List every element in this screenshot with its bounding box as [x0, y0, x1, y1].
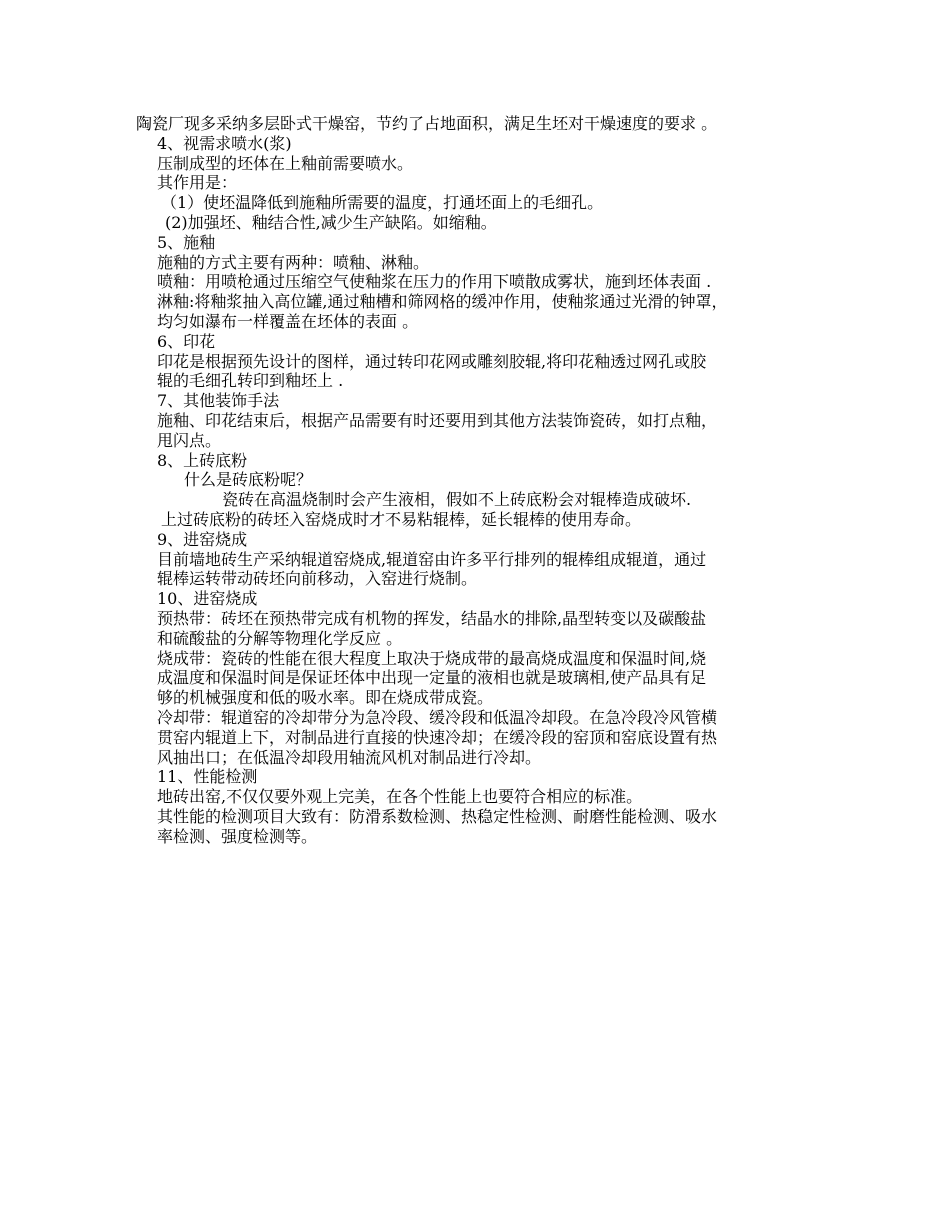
paragraph-line: 成温度和保温时间是保证坯体中出现一定量的液相也就是玻璃相,使产品具有足: [157, 668, 707, 688]
list-item: (2)加强坯、釉结合性,减少生产缺陷。如缩釉。: [165, 212, 497, 232]
answer-line: 瓷砖在高温烧制时会产生液相，假如不上砖底粉会对辊棒造成破坏.: [222, 490, 692, 510]
paragraph-line: 目前墙地砖生产采纳辊道窑烧成,辊道窑由许多平行排列的辊棒组成辊道，通过: [157, 549, 707, 569]
paragraph-line: 预热带：砖坯在预热带完成有机物的挥发，结晶水的排除,晶型转变以及碳酸盐: [157, 608, 707, 628]
paragraph-line: 风抽出口；在低温冷却段用轴流风机对制品进行冷却。: [157, 747, 542, 767]
paragraph-line: 均匀如瀑布一样覆盖在坯体的表面 。: [157, 311, 419, 331]
paragraph-line: 辊棒运转带动砖坯向前移动，入窑进行烧制。: [157, 569, 478, 589]
paragraph-line: 贯窑内辊道上下，对制品进行直接的快速冷却；在缓冷段的窑顶和窑底设置有热: [157, 727, 718, 747]
paragraph-line: 喷釉：用喷枪通过压缩空气使釉浆在压力的作用下喷散成雾状，施到坯体表面 .: [157, 272, 712, 292]
paragraph-line: 施釉的方式主要有两种：喷釉、淋釉。: [157, 252, 430, 272]
paragraph-line: 率检测、强度检测等。: [157, 826, 318, 846]
question-line: 什么是砖底粉呢？: [184, 470, 313, 490]
paragraph-line: 和硫酸盐的分解等物理化学反应 。: [157, 628, 403, 648]
heading-glazing: 5、施釉: [157, 232, 216, 252]
heading-printing: 6、印花: [157, 331, 216, 351]
paragraph-line: 甩闪点。: [157, 430, 222, 450]
paragraph-line: 印花是根据预先设计的图样，通过转印花网或雕刻胶辊,将印花釉透过网孔或胶: [157, 351, 707, 371]
paragraph-line: 够的机械强度和低的吸水率。即在烧成带成瓷。: [157, 688, 494, 708]
paragraph-line: 辊的毛细孔转印到釉坯上 .: [157, 371, 344, 391]
heading-kiln-firing: 9、进窑烧成: [157, 529, 248, 549]
paragraph-dryer: 陶瓷厂现多采纳多层卧式干燥窑，节约了占地面积，满足生坯对干燥速度的要求 。: [136, 114, 718, 133]
heading-performance-test: 11、性能检测: [157, 767, 258, 787]
paragraph-line: 施釉、印花结束后，根据产品需要有时还要用到其他方法装饰瓷砖，如打点釉，: [157, 410, 718, 430]
heading-bottom-powder: 8、上砖底粉: [157, 450, 248, 470]
paragraph-line: 其性能的检测项目大致有：防滑系数检测、热稳定性检测、耐磨性能检测、吸水: [157, 806, 718, 826]
paragraph-line: 上过砖底粉的砖坯入窑烧成时才不易粘辊棒，延长辊棒的使用寿命。: [161, 509, 642, 529]
heading-spray-water: 4、视需求喷水(浆): [157, 133, 292, 153]
paragraph-line: 烧成带：瓷砖的性能在很大程度上取决于烧成带的最高烧成温度和保温时间,烧: [157, 648, 707, 668]
paragraph-line: 冷却带：辊道窑的冷却带分为急冷段、缓冷段和低温冷却段。在急冷段冷风管横: [157, 707, 718, 727]
heading-kiln-firing-2: 10、进窑烧成: [157, 589, 258, 609]
heading-other-decoration: 7、其他装饰手法: [157, 391, 280, 411]
paragraph-line: 地砖出窑,不仅仅要外观上完美，在各个性能上也要符合相应的标准。: [157, 787, 643, 807]
paragraph-line: 淋釉:将釉浆抽入高位罐,通过釉槽和筛网格的缓冲作用，使釉浆通过光滑的钟罩，: [157, 292, 728, 312]
paragraph-line: 其作用是：: [157, 173, 238, 193]
document-body: [136, 114, 826, 846]
list-item: （1）使坯温降低到施釉所需要的温度，打通坯面上的毛细孔。: [161, 193, 604, 213]
paragraph-line: 压制成型的坯体在上釉前需要喷水。: [157, 153, 414, 173]
